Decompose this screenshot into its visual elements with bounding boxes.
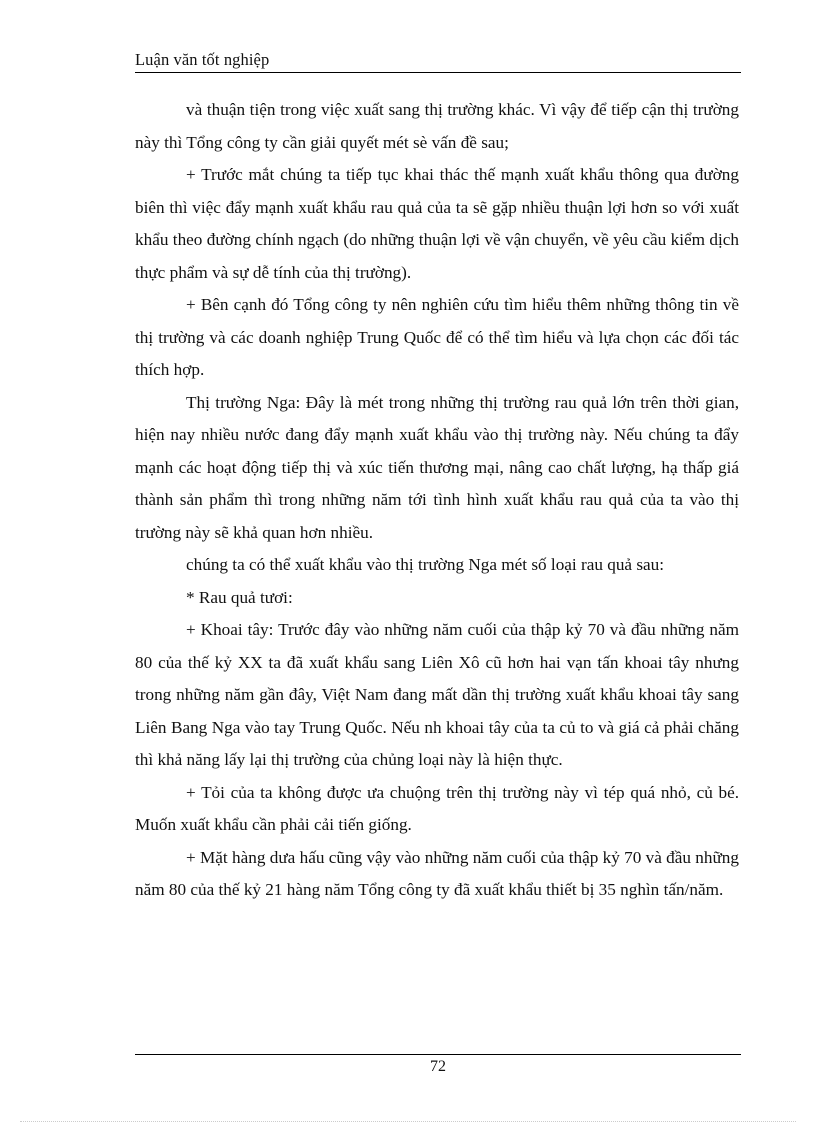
footer-divider	[135, 1054, 741, 1055]
paragraph-2: + Trước mắt chúng ta tiếp tục khai thác thế mạnh xuất khẩu thông qua đường biên thì việc đẩy mạnh xuất khẩu rau quả của ta sẽ gặp nhiều thuận lợi hơn so với xuất khẩu theo đường chính ngạch (do những thuận lợi về vận chuyển, về yêu cầu kiểm dịch thực phẩm và sự dễ tính của thị trường).	[135, 165, 739, 282]
body-text	[135, 94, 739, 907]
paragraph-3: + Bên cạnh đó Tổng công ty nên nghiên cứu tìm hiểu thêm những thông tin về thị trường và các doanh nghiệp Trung Quốc để có thể tìm hiểu và lựa chọn các đối tác thích hợp.	[135, 295, 739, 379]
page-bottom-border	[20, 1121, 796, 1122]
paragraph-7: + Khoai tây: Trước đây vào những năm cuối của thập kỷ 70 và đầu những năm 80 của thế kỷ XX ta đã xuất khẩu sang Liên Xô cũ hơn hai vạn tấn khoai tây nhưng trong những năm gần đây, Việt Nam đang mất dần thị trường xuất khẩu khoai tây sang Liên Bang Nga vào tay Trung Quốc. Nếu nh khoai tây của ta củ to và giá cả phải chăng thì khả năng lấy lại thị trường của chủng loại này là hiện thực.	[135, 620, 739, 769]
paragraph-6: * Rau quả tươi:	[186, 587, 293, 607]
page-number: 72	[430, 1058, 446, 1075]
paragraph-1: và thuận tiện trong việc xuất sang thị trường khác. Vì vậy để tiếp cận thị trường này thì Tổng công ty cần giải quyết mét sè vấn đề sau;	[135, 100, 739, 152]
paragraph-4: Thị trường Nga: Đây là mét trong những thị trường rau quả lớn trên thời gian, hiện nay nhiều nước đang đẩy mạnh xuất khẩu vào thị trường này. Nếu chúng ta đẩy mạnh các hoạt động tiếp thị và xúc tiến thương mại, nâng cao chất lượng, hạ thấp giá thành sản phẩm thì trong những năm tới tình hình xuất khẩu rau quả của ta vào thị trường này sẽ khả quan hơn nhiều.	[135, 392, 739, 542]
paragraph-8: + Tỏi của ta không được ưa chuộng trên thị trường này vì tép quá nhỏ, củ bé. Muốn xuất khẩu cần phải cải tiến giống.	[135, 782, 739, 834]
header-title: Luận văn tốt nghiệp	[135, 50, 270, 69]
paragraph-9: + Mặt hàng dưa hấu cũng vậy vào những năm cuối của thập kỷ 70 và đầu những năm 80 của thế kỷ 21 hàng năm Tổng công ty đã xuất khẩu thiết bị 35 nghìn tấn/năm.	[135, 847, 739, 899]
page-header	[135, 50, 741, 73]
paragraph-5: chúng ta có thể xuất khẩu vào thị trường Nga mét số loại rau quả sau:	[186, 555, 665, 574]
